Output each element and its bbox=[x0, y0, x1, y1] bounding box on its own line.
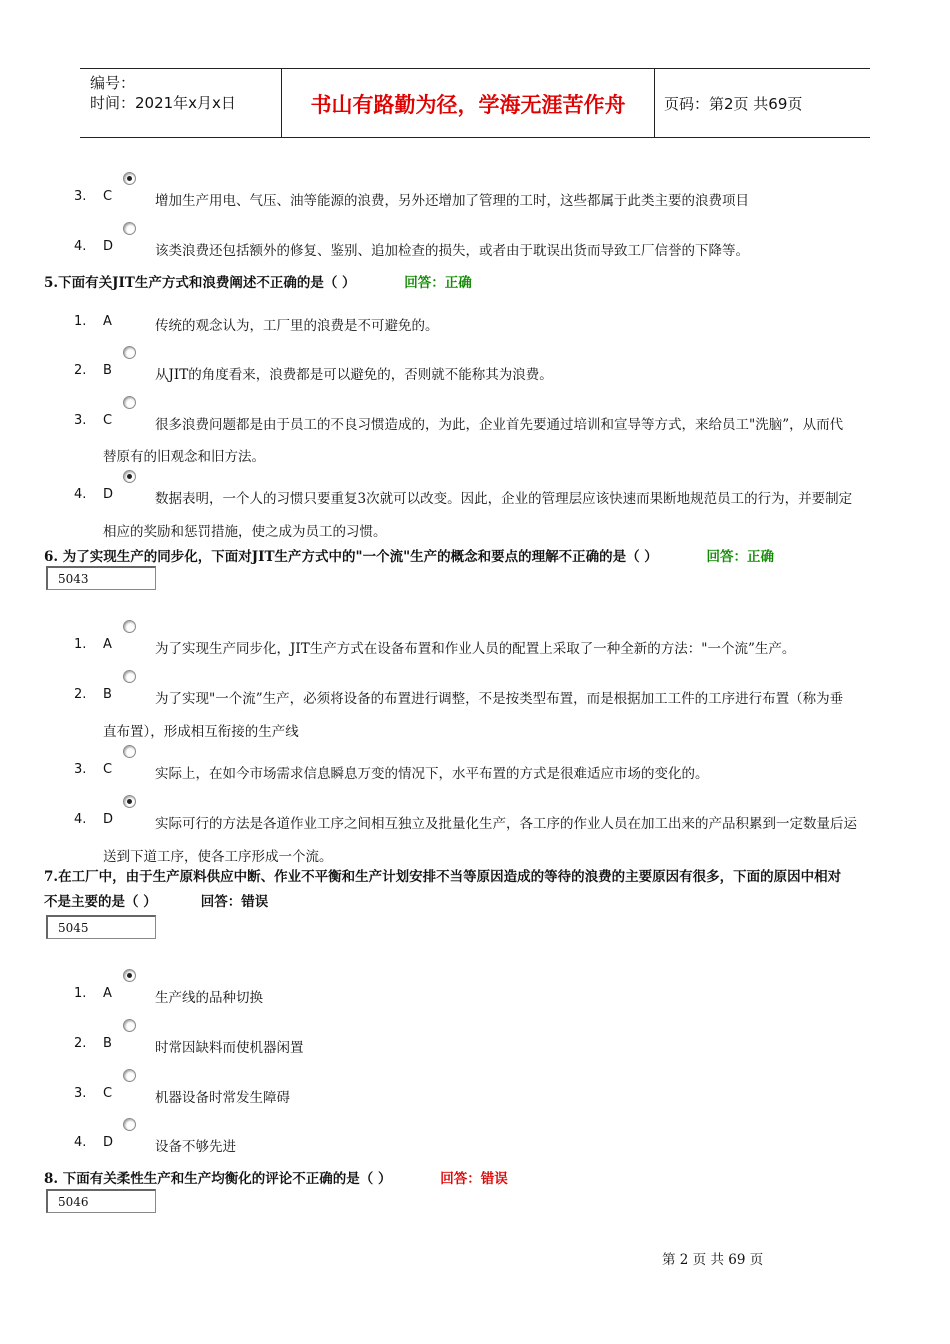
option-c-radio[interactable] bbox=[123, 745, 136, 758]
option-number: 3. bbox=[74, 762, 87, 777]
page-footer: 第 2 页 共 69 页 bbox=[662, 1252, 764, 1268]
option-c-radio[interactable] bbox=[123, 1069, 136, 1082]
option-number: 2. bbox=[74, 363, 87, 378]
answer-label: 回答： bbox=[200, 894, 242, 910]
answer-value: 正确 bbox=[747, 549, 775, 565]
option-letter: D bbox=[103, 812, 114, 827]
header-meta bbox=[90, 73, 236, 113]
answer-status bbox=[404, 275, 472, 291]
question-text: 7.在工厂中，由于生产原料供应中断、作业不平衡和生产计划安排不当等原因造成的等待的浪费的主要原因有很多，下面的原因中相对 bbox=[44, 869, 842, 885]
option-letter: D bbox=[103, 239, 114, 254]
question-code-field: 5045 bbox=[46, 915, 156, 939]
option-b-radio[interactable] bbox=[123, 670, 136, 683]
option-text: 机器设备时常发生障碍 bbox=[155, 1090, 290, 1106]
option-text-continued: 直布置），形成相互衔接的生产线 bbox=[103, 724, 299, 740]
option-text: 为了实现"一个流”生产，必须将设备的布置进行调整，不是按类型布置，而是根据加工工件的工序进行布置（称为垂 bbox=[155, 691, 844, 707]
option-letter: C bbox=[103, 189, 113, 204]
option-text: 该类浪费还包括额外的修复、鉴别、追加检查的损失，或者由于耽误出货而导致工厂信誉的下降等。 bbox=[155, 243, 749, 259]
option-letter: B bbox=[103, 1036, 112, 1051]
option-number: 2. bbox=[74, 687, 87, 702]
answer-label: 回答： bbox=[404, 275, 445, 291]
option-text: 实际可行的方法是各道作业工序之间相互独立及批量化生产，各工序的作业人员在加工出来的产品积累到一定数量后运 bbox=[155, 816, 857, 832]
option-number: 3. bbox=[74, 189, 87, 204]
question-text: 6. 为了实现生产的同步化，下面对JIT生产方式中的"一个流"生产的概念和要点的理解不正确的是（ ） bbox=[44, 549, 658, 565]
option-letter: B bbox=[103, 363, 112, 378]
option-number: 1. bbox=[74, 314, 87, 329]
question-text: 不是主要的是（ ） bbox=[44, 894, 157, 910]
option-number: 3. bbox=[74, 413, 87, 428]
question-7 bbox=[44, 865, 904, 915]
answer-status bbox=[707, 549, 775, 565]
option-letter: B bbox=[103, 687, 112, 702]
option-d-radio[interactable] bbox=[123, 795, 136, 808]
option-text: 很多浪费问题都是由于员工的不良习惯造成的，为此，企业首先要通过培训和宣导等方式，来给员工"洗脑”，从而代 bbox=[155, 417, 844, 433]
option-number: 3. bbox=[74, 1086, 87, 1101]
option-letter: C bbox=[103, 762, 113, 777]
option-text-continued: 替原有的旧观念和旧方法。 bbox=[103, 449, 265, 465]
option-letter: D bbox=[103, 487, 114, 502]
option-text: 传统的观念认为，工厂里的浪费是不可避免的。 bbox=[155, 318, 439, 334]
option-number: 4. bbox=[74, 487, 87, 502]
option-letter: A bbox=[103, 637, 112, 652]
option-number: 4. bbox=[74, 812, 87, 827]
option-text: 增加生产用电、气压、油等能源的浪费，另外还增加了管理的工时，这些都属于此类主要的浪费项目 bbox=[155, 193, 749, 209]
option-text: 为了实现生产同步化，JIT生产方式在设备布置和作业人员的配置上采取了一种全新的方法："一个流”生产。 bbox=[155, 641, 796, 657]
option-letter: C bbox=[103, 413, 113, 428]
page-header bbox=[80, 68, 870, 138]
answer-status bbox=[440, 1171, 508, 1187]
option-letter: A bbox=[103, 314, 112, 329]
option-text: 实际上，在如今市场需求信息瞬息万变的情况下，水平布置的方式是很难适应市场的变化的。 bbox=[155, 766, 709, 782]
option-d-radio[interactable] bbox=[123, 470, 136, 483]
option-number: 1. bbox=[74, 637, 87, 652]
option-letter: A bbox=[103, 986, 112, 1001]
answer-value: 错误 bbox=[480, 1171, 508, 1187]
option-text: 生产线的品种切换 bbox=[155, 990, 263, 1006]
question-code-field: 5043 bbox=[46, 566, 156, 590]
option-letter: D bbox=[103, 1135, 114, 1150]
answer-label: 回答： bbox=[440, 1171, 481, 1187]
option-number: 4. bbox=[74, 239, 87, 254]
motto: 书山有路勤为径，学海无涯苦作舟 bbox=[310, 93, 626, 117]
header-divider bbox=[654, 69, 655, 137]
option-text-continued: 送到下道工序，使各工序形成一个流。 bbox=[103, 849, 333, 865]
question-8 bbox=[44, 1167, 508, 1187]
question-text: 8. 下面有关柔性生产和生产均衡化的评论不正确的是（ ） bbox=[44, 1171, 392, 1187]
option-b-radio[interactable] bbox=[123, 1019, 136, 1032]
option-text: 设备不够先进 bbox=[155, 1139, 236, 1155]
option-text: 时常因缺料而使机器闲置 bbox=[155, 1040, 304, 1056]
option-text-continued: 相应的奖励和惩罚措施，使之成为员工的习惯。 bbox=[103, 524, 387, 540]
option-c-radio[interactable] bbox=[123, 396, 136, 409]
question-5 bbox=[44, 271, 472, 291]
option-c-radio[interactable] bbox=[123, 172, 136, 185]
option-number: 2. bbox=[74, 1036, 87, 1051]
option-text: 数据表明，一个人的习惯只要重复3次就可以改变。因此，企业的管理层应该快速而果断地规范员工的行为，并要制定 bbox=[155, 491, 853, 507]
option-b-radio[interactable] bbox=[123, 346, 136, 359]
option-number: 4. bbox=[74, 1135, 87, 1150]
question-code-field: 5046 bbox=[46, 1189, 156, 1213]
option-a-radio[interactable] bbox=[123, 969, 136, 982]
answer-label: 回答： bbox=[706, 549, 748, 565]
question-6 bbox=[44, 545, 774, 565]
page-info: 页码：第2页 共69页 bbox=[664, 95, 803, 113]
option-d-radio[interactable] bbox=[123, 222, 136, 235]
answer-value: 正确 bbox=[444, 275, 472, 291]
question-text: 5.下面有关JIT生产方式和浪费阐述不正确的是（ ） bbox=[44, 275, 356, 291]
option-text: 从JIT的角度看来，浪费都是可以避免的，否则就不能称其为浪费。 bbox=[155, 367, 553, 383]
answer-status bbox=[201, 894, 269, 910]
time-label: 时间：2021年x月x日 bbox=[90, 94, 236, 112]
answer-value: 错误 bbox=[241, 894, 269, 910]
option-a-radio[interactable] bbox=[123, 620, 136, 633]
option-letter: C bbox=[103, 1086, 113, 1101]
option-number: 1. bbox=[74, 986, 87, 1001]
option-d-radio[interactable] bbox=[123, 1118, 136, 1131]
number-label: 编号： bbox=[90, 74, 136, 92]
